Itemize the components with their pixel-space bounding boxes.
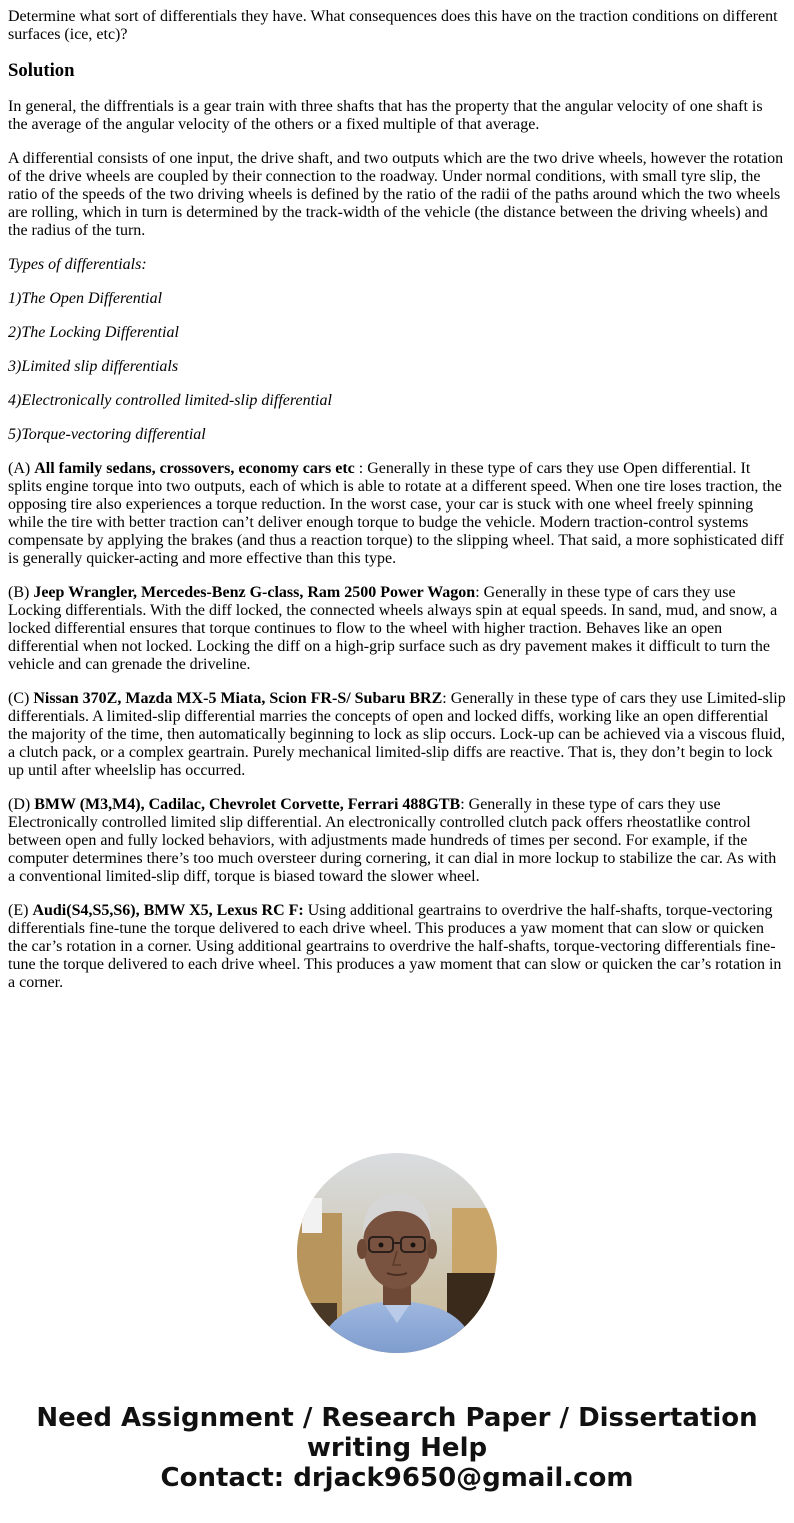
case-cars: All family sedans, crossovers, economy cars etc [34,460,355,477]
avatar-portrait-image [297,1153,497,1353]
type-item: 1)The Open Differential [8,290,163,307]
case-paragraph [8,690,786,780]
avatar [297,1153,497,1353]
case-paragraph [8,796,786,886]
type-item: 5)Torque-vectoring differential [8,426,206,443]
case-prefix: (E) [8,902,33,919]
footer-line: Need Assignment / Research Paper / Dissertation [36,1403,758,1433]
case-prefix: (D) [8,796,35,813]
solution-heading: Solution [8,60,75,81]
case-text: : Generally in these type of cars they use Locking differentials. With the diff locked, the connected wheels always spin at equal speeds. In sand, mud, and snow, a locked differential ensures that torque continues to flow to the wheel with higher traction. Behaves like an open differential when not locked. Locking the diff on a high-grip surface such as dry pavement makes it difficult to turn the vehicle and can grenade the driveline. [8,584,778,673]
footer-contact: Contact: drjack9650@gmail.com [160,1463,634,1493]
type-item: 3)Limited slip differentials [8,358,179,375]
case-paragraph [8,902,786,992]
case-cars: BMW (M3,M4), Cadilac, Chevrolet Corvette, Ferrari 488GTB [34,796,461,813]
case-cars: Nissan 370Z, Mazda MX-5 Miata, Scion FR-S/ Subaru BRZ [33,690,443,707]
case-cars: Jeep Wrangler, Mercedes-Benz G-class, Ram 2500 Power Wagon [33,584,476,601]
types-heading: Types of differentials: [8,256,147,273]
document-body [8,8,786,1008]
case-text: : Generally in these type of cars they use Limited-slip differentials. A limited-slip differential marries the concepts of open and locked diffs, working like an open differential the majority of the time, then automatically beginning to lock as slip occurs. Lock-up can be achieved via a viscous fluid, a clutch pack, or a complex geartrain. Purely mechanical limited-slip diffs are reactive. That is, they don’t begin to lock up until after wheelslip has occurred. [8,690,786,779]
type-item: 4)Electronically controlled limited-slip differential [8,392,332,409]
type-item: 2)The Locking Differential [8,324,179,341]
case-cars: Audi(S4,S5,S6), BMW X5, Lexus RC F: [32,902,304,919]
case-text: : Generally in these type of cars they use Electronically controlled limited slip differential. An electronically controlled clutch pack offers rheostatlike control between open and fully locked behaviors, with adjustments made hundreds of times per second. For example, if the computer determines there’s too much oversteer during cornering, it can dial in more lockup to stabilize the car. As with a conventional limited-slip diff, torque is biased toward the slower wheel. [8,796,777,885]
case-prefix: (B) [8,584,34,601]
footer-promo [0,1403,794,1493]
case-prefix: (C) [8,690,34,707]
footer-line: writing Help [306,1433,488,1463]
case-paragraph [8,584,786,674]
case-prefix: (A) [8,460,35,477]
question-text: Determine what sort of differentials they have. What consequences does this have on the traction conditions on different surfaces (ice, etc)? [8,8,778,43]
case-text: Using additional geartrains to overdrive the half-shafts, torque-vectoring differentials fine-tune the torque delivered to each drive wheel. This produces a yaw moment that can slow or quicken the car’s rotation in a corner. Using additional geartrains to overdrive the half-shafts, torque-vectoring differentials fine-tune the torque delivered to each drive wheel. This produces a yaw moment that can slow or quicken the car’s rotation in a corner. [8,902,782,991]
case-paragraph [8,460,786,568]
case-text: : Generally in these type of cars they use Open differential. It splits engine torque into two outputs, each of which is able to rotate at a different speed. When one tire loses traction, the opposing tire also experiences a torque reduction. In the worst case, your car is stuck with one wheel freely spinning while the tire with better traction can’t deliver enough torque to budge the vehicle. Modern traction-control systems compensate by applying the brakes (and thus a reaction torque) to the slipping wheel. That said, a more sophisticated diff is generally quicker-acting and more effective than this type. [8,460,784,567]
intro-paragraph: A differential consists of one input, the drive shaft, and two outputs which are the two drive wheels, however the rotation of the drive wheels are coupled by their connection to the roadway. Under normal conditions, with small tyre slip, the ratio of the speeds of the two driving wheels is defined by the ratio of the radii of the paths around which the two wheels are rolling, which in turn is determined by the track-width of the vehicle (the distance between the driving wheels) and the radius of the turn. [8,150,784,239]
intro-paragraph: In general, the diffrentials is a gear train with three shafts that has the property that the angular velocity of one shaft is the average of the angular velocity of the others or a fixed multiple of that average. [8,98,763,133]
